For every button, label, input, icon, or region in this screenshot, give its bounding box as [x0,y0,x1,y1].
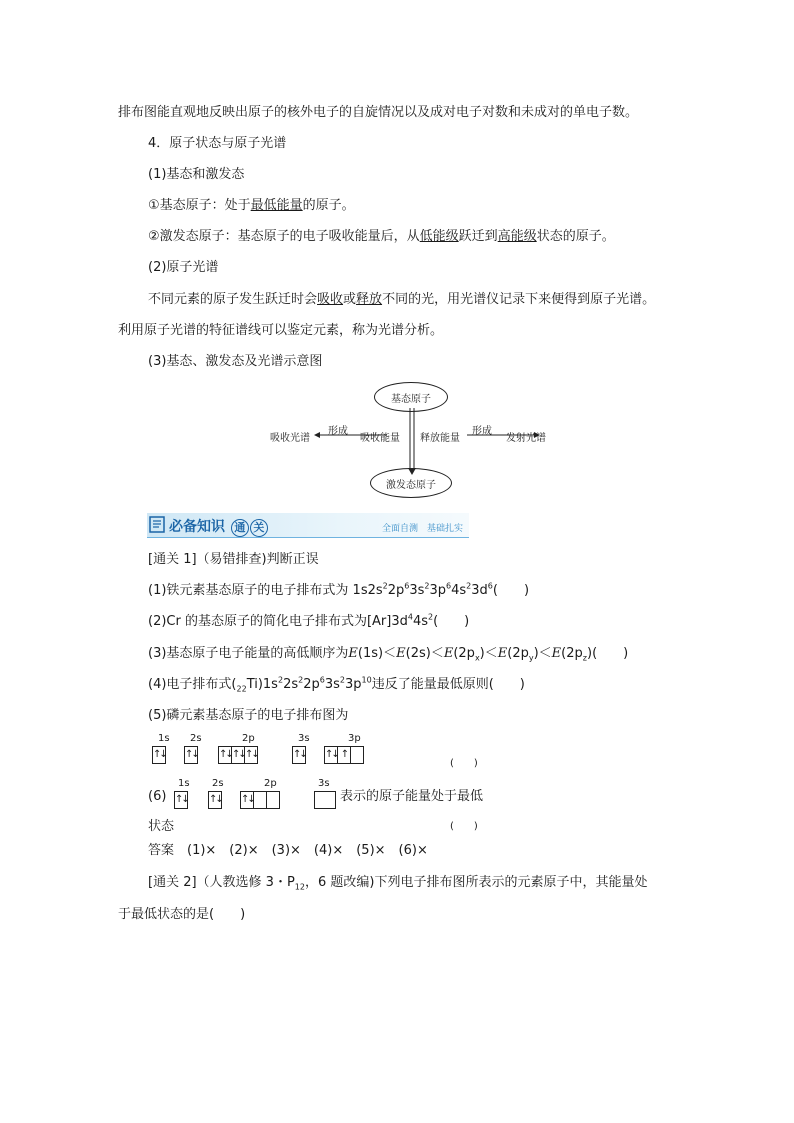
orbital-cell: ↑↓ [293,749,306,760]
orbital-label: 3s [298,733,310,744]
orbital-label: 3s [318,778,330,789]
paragraph-top: 排布图能直观地反映出原子的核外电子的自旋情况以及成对电子对数和未成对的单电子数。 [118,105,639,120]
form-label-right: 形成 [472,426,492,437]
banner-subtitle: 全面自测 基础扎实 [381,524,463,534]
question-2: (2)Cr 的基态原子的简化电子排布式为$[Ar]3d^44s^2$( ) [148,612,470,629]
orbital-cell: ↑↓ [245,749,258,760]
question-5-paren: ( ) [450,758,478,769]
subheading-ground-excited: (1)基态和激发态 [148,167,245,182]
orbital-cell [267,792,279,808]
banner-divider [147,537,469,538]
form-label-left: 形成 [328,426,348,437]
orbital-box-3p [324,746,364,764]
orbital-box-1s [174,791,188,809]
orbital-cell: ↑↓ [232,747,245,763]
question-3: (3)基态原子电子能量的高低顺序为$E(1s)<E(2s)<E(2p_x)<E(2p_y)<E(2p_z)$( ) [148,646,629,663]
spectrum-paragraph-2: 利用原子光谱的特征谱线可以鉴定元素，称为光谱分析。 [118,323,444,338]
spectrum-paragraph-1: 不同元素的原子发生跃迁时会吸收或释放不同的光，用光谱仪记录下来便得到原子光谱。 [148,292,656,307]
orbital-diagram-6 [174,778,344,810]
absorption-spectrum-label: 吸收光谱 [270,433,310,444]
section-heading: 4．原子状态与原子光谱 [148,136,287,151]
orbital-cell: ↑↓ [175,794,188,805]
orbital-cell: ↑ [338,747,351,763]
orbital-box-3s [314,791,336,809]
question-5: (5)磷元素基态原子的电子排布图为 [148,708,349,723]
orbital-box-2p [240,791,280,809]
orbital-label: 1s [178,778,190,789]
subheading-spectrum: (2)原子光谱 [148,260,219,275]
orbital-diagram-5 [152,733,392,765]
question-6-text: 表示的原子能量处于最低 [340,789,484,804]
banner-badge-2: 关 [250,519,268,537]
orbital-label: 2p [264,778,277,789]
orbital-box-2p [218,746,258,764]
orbital-label: 2p [242,733,255,744]
ground-state-definition: ①基态原子：处于最低能量的原子。 [148,198,355,213]
question-6-continuation: 状态 [148,819,175,834]
orbital-cell: ↑↓ [209,794,222,805]
excited-state-definition: ②激发态原子：基态原子的电子吸收能量后，从低能级跃迁到高能级状态的原子。 [148,229,615,244]
orbital-label: 3p [348,733,361,744]
orbital-cell: ↑↓ [153,749,166,760]
orbital-box-1s [152,746,166,764]
question-6-number: (6) [148,789,167,804]
absorb-energy-label: 吸收能量 [360,433,400,444]
pass1-title: [通关 1]（易错排查)判断正误 [148,552,319,567]
banner-title: 必备知识 通 关 [169,516,268,537]
orbital-cell: ↑↓ [185,749,198,760]
orbital-cell: ↑↓ [325,747,338,763]
banner-badge-1: 通 [231,519,249,537]
section-banner [147,513,469,537]
orbital-label: 2s [190,733,202,744]
orbital-cell [351,747,363,763]
pass2-line-1: [通关 2]（人教选修 3・$P_{12}$，6 题改编)下列电子排布图所表示的元素原子中，其能量处 [148,875,648,892]
orbital-cell [254,792,267,808]
pass2-line-2: 于最低状态的是( ) [118,907,246,922]
orbital-box-2s [208,791,222,809]
book-icon [149,516,165,533]
release-energy-label: 释放能量 [420,433,460,444]
orbital-box-3s [292,746,306,764]
answer-line: 答案 (1)× (2)× (3)× (4)× (5)× (6)× [148,843,428,858]
orbital-box-2s [184,746,198,764]
ground-atom-node: 基态原子 [374,382,448,412]
question-6-paren: ( ) [450,821,478,832]
subheading-diagram: (3)基态、激发态及光谱示意图 [148,354,323,369]
orbital-cell: ↑↓ [241,792,254,808]
orbital-label: 2s [212,778,224,789]
orbital-cell: ↑↓ [219,747,232,763]
orbital-cell [315,792,335,808]
excited-atom-node: 激发态原子 [370,468,452,498]
energy-state-diagram [262,380,562,498]
emission-spectrum-label: 发射光谱 [506,433,546,444]
question-1: (1)铁元素基态原子的电子排布式为 $1s2s^22p^63s^23p^64s^23d^6$( ) [148,581,530,598]
question-4: (4)电子排布式$(_{22}Ti)1s^22s^22p^63s^23p^{10}$违反了能量最低原则( ) [148,675,525,694]
key-term: 最低能量 [250,198,303,213]
orbital-label: 1s [158,733,170,744]
